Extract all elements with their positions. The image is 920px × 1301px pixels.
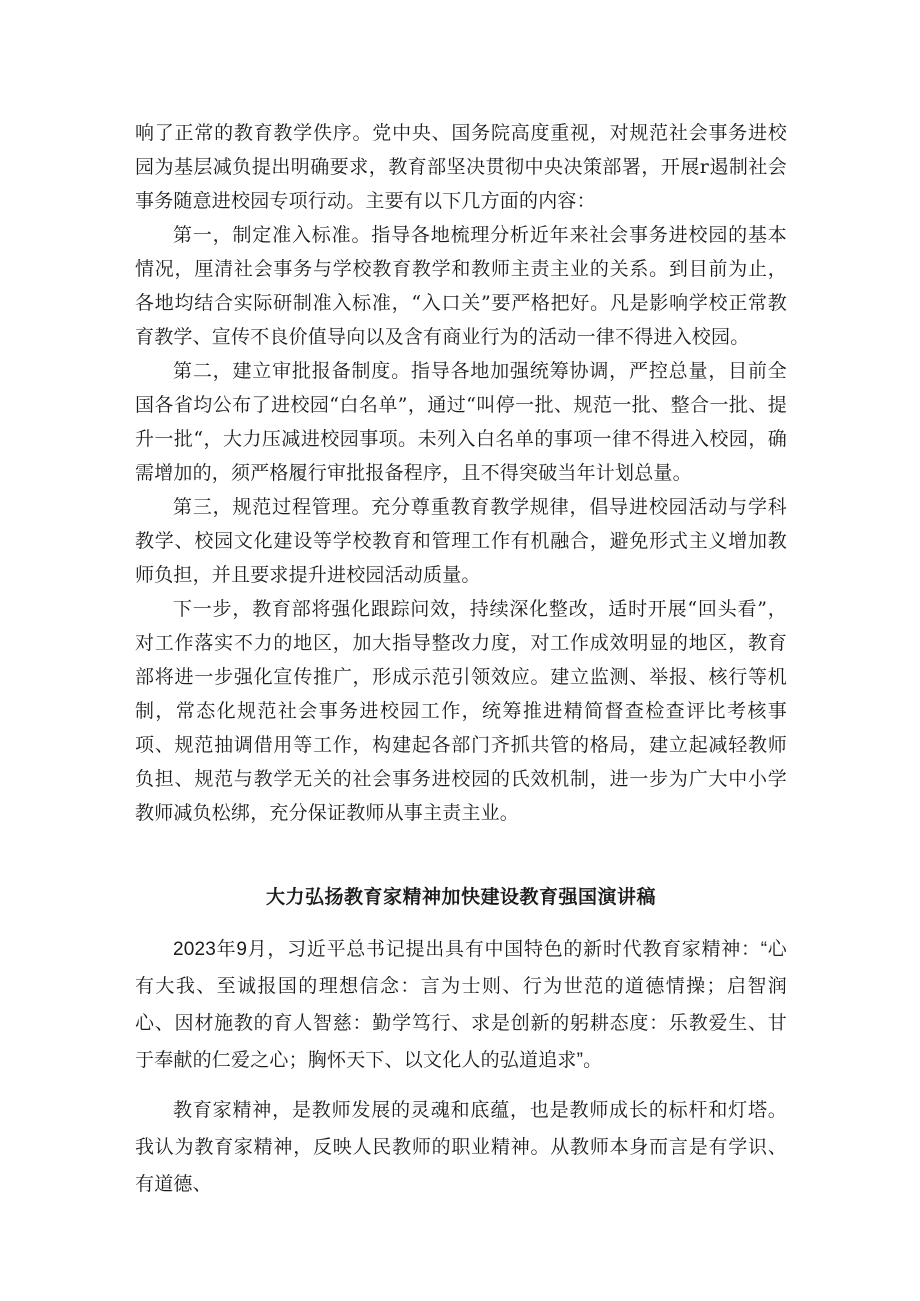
paragraph-first-point: 第一，制定准入标准。指导各地梳理分析近年来社会事务进校园的基本情况，厘清社会事务与学校教育教学和教师主责主业的关系。到目前为止，各地均结合实际研制准入标准，“入口关”要严格把好。凡是影响学校正常教育教学、宣传不良价值导向以及含有商业行为的活动一律不得进入校园。 bbox=[135, 224, 787, 348]
paragraph-next-steps: 下一步，教育部将强化跟踪问效，持续深化整改，适时开展“回头看”，对工作落实不力的地区，加大指导整改力度，对工作成效明显的地区，教育部将进一步强化宣传推广，形成示范引领效应。建立监测、举报、核行等机制，常态化规范社会事务进校园工作，统筹推进精简督查检查评比考核事项、规范抽调借用等工作，构建起各部门齐抓共管的格局，建立起减轻教师负担、规范与教学无关的社会事务进校园的氏效机制，进一步为广大中小学教师减负松绑，充分保证教师从事主责主业。 bbox=[135, 598, 787, 824]
paragraph-speech-spirit: 教育家精神，是教师发展的灵魂和底蕴，也是教师成长的标杆和灯塔。我认为教育家精神，反映人民教师的职业精神。从教师本身而言是有学识、有道德、 bbox=[135, 1100, 787, 1195]
speech-title: 大力弘扬教育家精神加快建设教育强国演讲稿 bbox=[265, 886, 656, 908]
paragraph-intro-continuation: 响了正常的教育教学佚序。党中央、国务院高度重视，对规范社会事务进校园为基层减负提出明确要求，教育部坚决贯彻中央决策部署，开展r遏制社会事务随意进校园专项行动。主要有以下几方面的内容： bbox=[135, 122, 787, 212]
paragraph-speech-intro: 2023年9月，习近平总书记提出具有中国特色的新时代教育家精神：“心有大我、至诚报国的理想信念：言为士则、行为世范的道德情操；启智润心、因材施教的育人智慈：勤学笃行、求是创新的躬耕态度：乐教爱生、甘于奉献的仁爱之心；胸怀天下、以文化人的弘道追求”。 bbox=[135, 939, 787, 1071]
paragraph-third-point: 第三，规范过程管理。充分尊重教育教学规律，倡导进校园活动与学科教学、校园文化建设等学校教育和管理工作有机融合，避免形式主义增加教师负担，并且要求提升进校园活动质量。 bbox=[135, 496, 787, 586]
paragraph-second-point: 第二，建立审批报备制度。指导各地加强统筹协调，严控总量，目前全国各省均公布了进校园“白名单”，通过“叫停一批、规范一批、整合一批、提升一批“，大力压减进校园事项。未列入白名单的事项一律不得进入校园，确需增加的，须严格履行审批报备程序，且不得突破当年计划总量。 bbox=[135, 360, 787, 484]
